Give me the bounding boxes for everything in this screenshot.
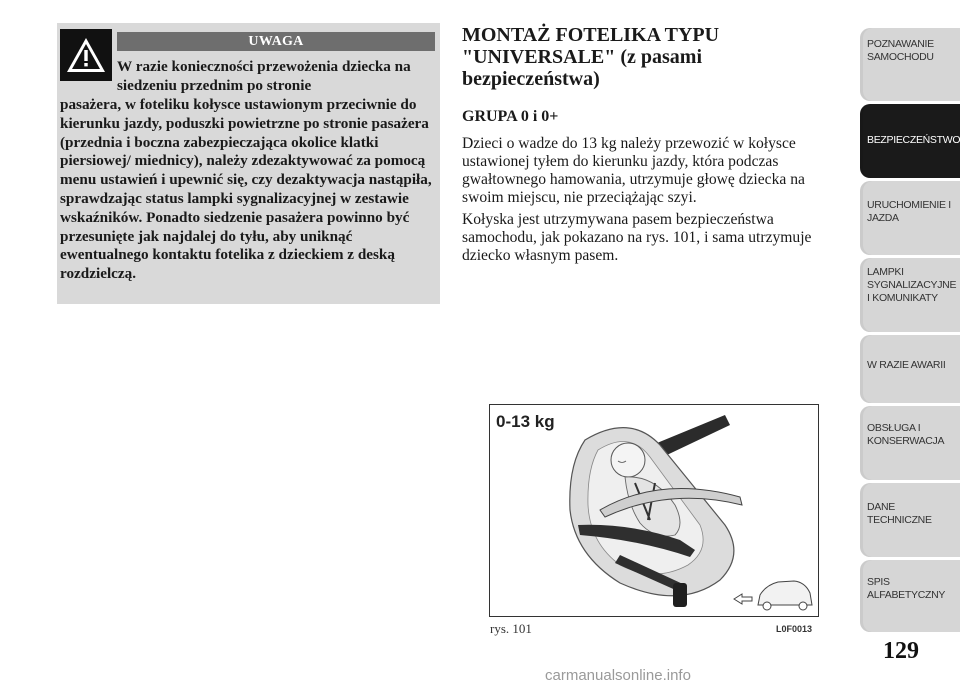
car-outline-icon — [758, 581, 812, 605]
figure-code: L0F0013 — [776, 624, 813, 634]
tab-label: SPIS ALFABETYCZNY — [867, 576, 946, 601]
tab-w-razie-awarii[interactable] — [860, 335, 960, 403]
tab-label: BEZPIECZEŃSTWO — [867, 134, 960, 146]
tab-obsluga-i-konserwacja[interactable] — [860, 406, 960, 480]
tab-label: W RAZIE AWARII — [867, 359, 946, 371]
child-seat-illustration — [490, 405, 819, 617]
figure-child-seat-illustration — [489, 404, 819, 617]
baby-head — [611, 443, 645, 477]
paragraph-2: Kołyska jest utrzymywana pasem bezpieczeństwa samochodu, jak pokazano na rys. 101, i sama utrzymuje dziecko własnym pasem. — [462, 211, 812, 264]
tab-label: LAMPKI SYGNALIZACYJNE I KOMUNIKATY — [867, 266, 957, 304]
warning-header: UWAGA — [117, 32, 435, 51]
paragraph-1: Dzieci o wadze do 13 kg należy przewozić w kołysce ustawionej tyłem do kierunku jazdy, która podczas gwałtownego hamowania, utrzymuje głowę dziecka na swoim miejscu, nie przeciążając szyi. — [462, 135, 805, 206]
belt-buckle — [673, 583, 687, 607]
tab-spis-alfabetyczny[interactable] — [860, 560, 960, 632]
tab-label: POZNAWANIE SAMOCHODU — [867, 38, 934, 63]
figure-weight-label: 0-13 kg — [496, 412, 555, 431]
section-title: MONTAŻ FOTELIKA TYPU "UNIVERSALE" (z pasami bezpieczeństwa) — [462, 24, 720, 90]
tab-poznawanie-samochodu[interactable] — [860, 28, 960, 101]
tab-label: OBSŁUGA I KONSERWACJA — [867, 422, 945, 447]
warning-triangle-icon — [60, 29, 112, 81]
tab-lampki-sygnalizacyjne[interactable] — [860, 258, 960, 332]
group-heading: GRUPA 0 i 0+ — [462, 108, 559, 125]
figure-caption: rys. 101 — [490, 621, 532, 636]
tab-dane-techniczne[interactable] — [860, 483, 960, 557]
warning-lead-text: W razie konieczności przewożenia dziecka na siedzeniu przednim po stronie — [117, 58, 411, 94]
page-number: 129 — [883, 638, 919, 664]
tab-label: URUCHOMIENIE I JAZDA — [867, 199, 951, 224]
watermark: carmanualsonline.info — [545, 667, 691, 684]
tab-label: DANE TECHNICZNE — [867, 501, 932, 526]
warning-body-text: pasażera, w foteliku kołysce ustawionym przeciwnie do kierunku jazdy, poduszki powietrzne po stronie pasażera (przednia i boczna zabezpieczająca okolice klatki piersiowej/ miednicy), należy zdezaktywować za pomocą menu ustawień i upewnić się, czy dezaktywacja nastąpiła, sprawdzając status lampki sygnalizacyjnej w zestawie wskaźników. Ponadto siedzenie pasażera powinno być przesunięte jak najdalej do tyłu, aby uniknąć ewentualnego kontaktu fotelika z dzieckiem z deską rozdzielczą. — [60, 96, 432, 283]
tab-uruchomienie-i-jazda[interactable] — [860, 181, 960, 255]
direction-arrow-icon — [734, 594, 752, 604]
tab-bezpieczenstwo[interactable] — [860, 104, 960, 178]
